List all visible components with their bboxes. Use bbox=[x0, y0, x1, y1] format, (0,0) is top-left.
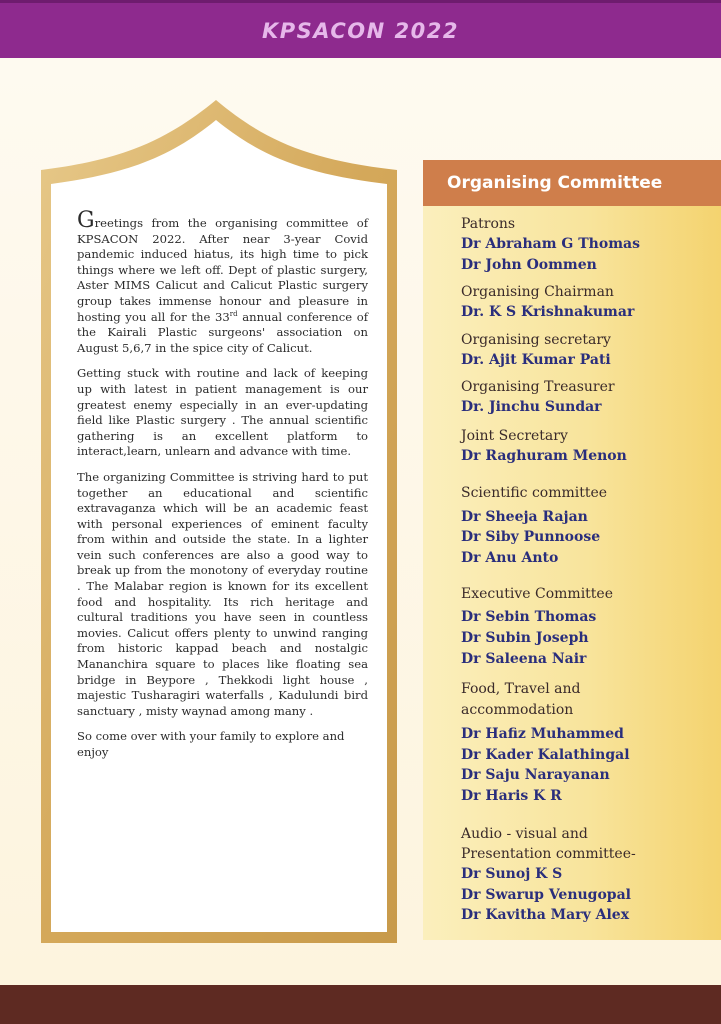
role-label: Patrons bbox=[461, 216, 516, 232]
role-label: accommodation bbox=[461, 702, 574, 718]
letter-p1-end: annual conference of the Kairali Plastic surgeons' association on August 5,6,7 in the spice city of Calicut. bbox=[77, 309, 368, 355]
letter-p1-start: reetings from the organising committee of KPSACON 2022. After near 3-year Covid pandemic induced hiatus, its high time to pick things where we left off. Dept of plastic surgery, Aster MIMS Calicut and Calicut Plastic surgery group takes immense honour and pleasure in hosting you all for the 33 bbox=[77, 216, 368, 324]
header-title: KPSACON 2022 bbox=[262, 19, 459, 43]
role-label: Executive Committee bbox=[461, 586, 613, 602]
member-name: Dr Sheeja Rajan bbox=[461, 509, 588, 525]
member-name: Dr Haris K R bbox=[461, 788, 562, 804]
member-name: Dr Siby Punnoose bbox=[461, 529, 601, 545]
member-name: Dr Anu Anto bbox=[461, 550, 559, 566]
member-name: Dr Hafiz Muhammed bbox=[461, 726, 624, 742]
letter-paragraph: So come over with your family to explore and enjoy bbox=[77, 729, 345, 759]
member-name: Dr Kavitha Mary Alex bbox=[461, 907, 630, 923]
role-label: Organising Chairman bbox=[461, 284, 614, 300]
role-label: Audio - visual and bbox=[461, 826, 588, 842]
member-name: Dr Sunoj K S bbox=[461, 866, 563, 882]
member-name: Dr Kader Kalathingal bbox=[461, 747, 630, 763]
role-label: Organising Treasurer bbox=[461, 379, 615, 395]
member-name: Dr Raghuram Menon bbox=[461, 448, 627, 464]
member-name: Dr. Jinchu Sundar bbox=[461, 399, 602, 415]
role-label: Organising secretary bbox=[461, 332, 611, 348]
committee-header bbox=[423, 160, 721, 206]
role-label: Scientific committee bbox=[461, 485, 608, 501]
member-name: Dr Sebin Thomas bbox=[461, 609, 597, 625]
member-name: Dr Subin Joseph bbox=[461, 630, 589, 646]
committee-title: Organising Committee bbox=[447, 173, 663, 193]
role-label: Presentation committee- bbox=[461, 846, 636, 862]
letter-paragraph: The organizing Committee is striving hard to put together an educational and scientific extravaganza which will be an academic feast with personal experiences of eminent faculty from within and outside the state. In a lighter vein such conferences are also a good way to break up from the monotony of everyday routine . The Malabar region is known for its excellent food and hospitality. Its rich heritage and cultural traditions you have seen in countless movies. Calicut offers plenty to unwind ranging from historic kappad beach and nostalgic Mananchira square to places like floating sea bridge in Beypore , Thekkodi light house , majestic Tusharagiri waterfalls , Kadulundi bird sanctuary , misty waynad among many . bbox=[77, 469, 368, 718]
role-label: Food, Travel and bbox=[461, 681, 581, 697]
letter-paragraph: Getting stuck with routine and lack of keeping up with latest in patient management is our greatest enemy especially in an ever-updating field like Plastic surgery . The annual scientific gathering is an excellent platform to interact,learn, unlearn and advance with time. bbox=[77, 366, 368, 459]
letter-p1-sup: rd bbox=[229, 309, 238, 318]
member-name: Dr. K S Krishnakumar bbox=[461, 304, 635, 320]
letter-paragraph bbox=[77, 208, 368, 356]
member-name: Dr Abraham G Thomas bbox=[461, 236, 640, 252]
member-name: Dr Saleena Nair bbox=[461, 651, 587, 667]
committee-panel bbox=[423, 160, 721, 940]
letter-dropcap: G bbox=[77, 208, 95, 233]
member-name: Dr. Ajit Kumar Pati bbox=[461, 352, 611, 368]
member-name: Dr John Oommen bbox=[461, 257, 597, 273]
footer-bar bbox=[0, 985, 721, 1024]
role-label: Joint Secretary bbox=[461, 428, 568, 444]
member-name: Dr Swarup Venugopal bbox=[461, 887, 631, 903]
welcome-letter bbox=[77, 208, 368, 771]
member-name: Dr Saju Narayanan bbox=[461, 767, 610, 783]
